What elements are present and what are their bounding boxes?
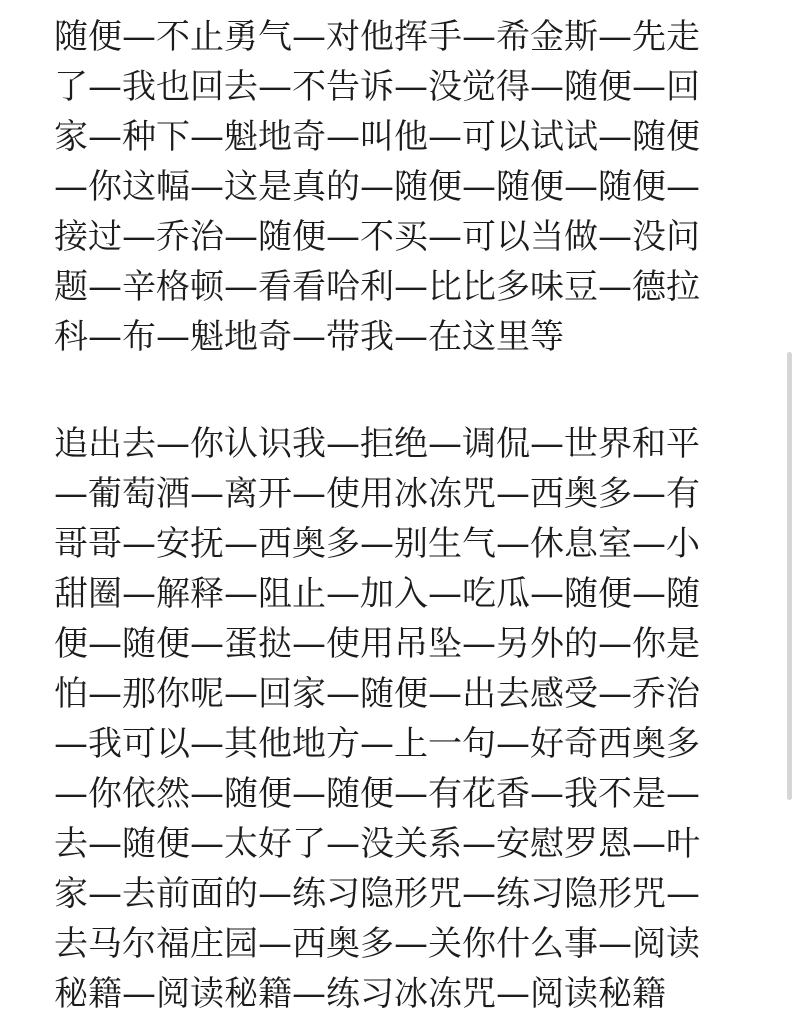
text-line: 怕—那你呢—回家—随便—出去感受—乔治 bbox=[54, 674, 700, 714]
text-line: 了—我也回去—不告诉—没觉得—随便—回 bbox=[54, 67, 700, 107]
text-line: 去马尔福庄园—西奥多—关你什么事—阅读 bbox=[54, 924, 700, 964]
text-line: —葡萄酒—离开—使用冰冻咒—西奥多—有 bbox=[54, 474, 700, 514]
text-line: —你依然—随便—随便—有花香—我不是— bbox=[54, 774, 700, 814]
text-line: 家—种下—魁地奇—叫他—可以试试—随便 bbox=[54, 117, 700, 157]
text-line: 便—随便—蛋挞—使用吊坠—另外的—你是 bbox=[54, 624, 700, 664]
scrollbar-thumb[interactable] bbox=[787, 352, 792, 800]
text-line: 科—布—魁地奇—带我—在这里等 bbox=[54, 317, 564, 357]
text-line: 随便—不止勇气—对他挥手—希金斯—先走 bbox=[54, 17, 700, 57]
text-line: 家—去前面的—练习隐形咒—练习隐形咒— bbox=[54, 874, 700, 914]
text-line: 哥哥—安抚—西奥多—别生气—休息室—小 bbox=[54, 524, 700, 564]
text-line: 接过—乔治—随便—不买—可以当做—没问 bbox=[54, 217, 700, 257]
paragraph-1 bbox=[54, 12, 754, 362]
text-line: 甜圈—解释—阻止—加入—吃瓜—随便—随 bbox=[54, 574, 700, 614]
vertical-scrollbar[interactable] bbox=[786, 352, 794, 800]
text-line: 追出去—你认识我—拒绝—调侃—世界和平 bbox=[54, 424, 700, 464]
text-line: —你这幅—这是真的—随便—随便—随便— bbox=[54, 167, 700, 207]
text-line: 题—辛格顿—看看哈利—比比多味豆—德拉 bbox=[54, 267, 700, 307]
text-line: 去—随便—太好了—没关系—安慰罗恩—叶 bbox=[54, 824, 700, 864]
paragraph-2 bbox=[54, 419, 754, 1019]
text-line: 秘籍—阅读秘籍—练习冰冻咒—阅读秘籍 bbox=[54, 974, 666, 1014]
text-line: —我可以—其他地方—上一句—好奇西奥多 bbox=[54, 724, 700, 764]
